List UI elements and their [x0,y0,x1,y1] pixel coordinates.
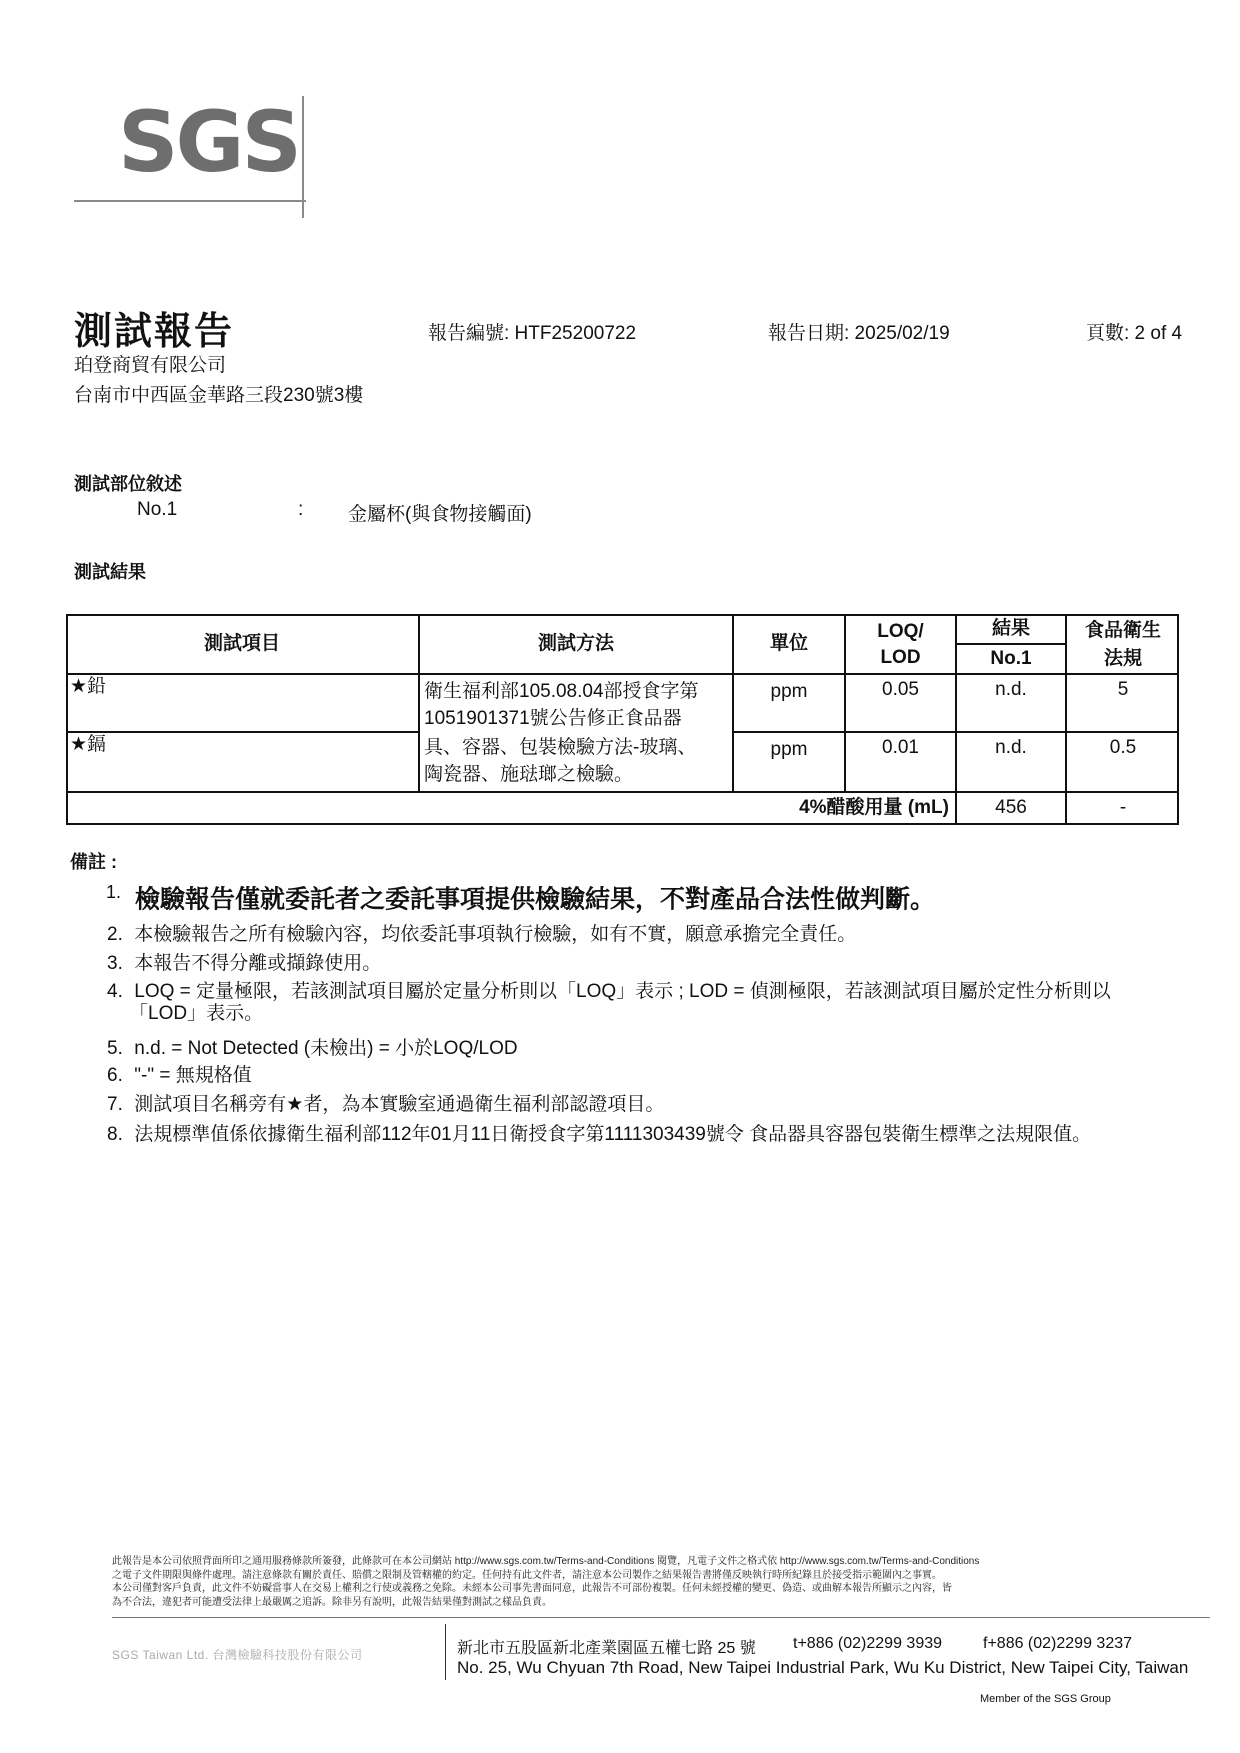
row-item-cadmium: ★鎘 [70,734,107,755]
member-of-sgs-group: Member of the SGS Group [980,1693,1111,1705]
note-item [107,1062,252,1090]
disclaimer-line: 本公司僅對客戶負責，此文件不妨礙當事人在交易上權利之行使或義務之免除。未經本公司事先書面同意，此報告不可部份複製。任何未經授權的變更、偽造、或曲解本報告所顯示之內容，皆 [112,1583,952,1594]
header-regulation: 食品衛生 [1084,620,1161,641]
note-number: 1. [106,882,122,902]
note-text: 測試項目名稱旁有★者，為本實驗室通過衛生福利部認證項目。 [134,1094,665,1115]
footer-divider [445,1624,446,1680]
note-text: 本檢驗報告之所有檢驗內容，均依委託事項執行檢驗，如有不實，願意承擔完全責任。 [134,924,857,945]
method-line: 1051901371號公告修正食品器 [424,708,682,729]
row-loq: 0.01 [882,737,919,758]
report-number: 報告編號: HTF25200722 [428,323,637,344]
row-limit: 0.5 [1109,737,1137,758]
method-line: 具、容器、包裝檢驗方法-玻璃、 [424,737,697,758]
sample-colon: : [298,499,304,520]
note-number: 4. [107,981,123,1002]
sgs-logo [118,93,314,218]
footer-company: SGS Taiwan Ltd. 台灣檢驗科技股份有限公司 [112,1648,363,1662]
note-number: 7. [107,1094,123,1115]
header-result: 結果 [991,618,1030,639]
sample-section-title: 測試部位敘述 [74,474,182,494]
row-limit: 5 [1117,679,1129,700]
note-text: 法規標準值係依據衛生福利部112年01月11日衛授食字第1111303439號令 食品器具容器包裝衛生標準之法規限值。 [134,1124,1092,1145]
header-result-no: No.1 [990,648,1032,669]
notes-title: 備註 : [70,852,117,872]
page-count: 頁數: 2 of 4 [1086,323,1183,344]
footer-disclaimer [112,1555,1122,1609]
client-company-name: 珀登商貿有限公司 [74,355,227,376]
result-header-rule [955,643,1065,645]
report-date: 報告日期: 2025/02/19 [768,323,950,344]
document-title: 測試報告 [74,311,235,353]
disclaimer-line: 為不合法，違犯者可能遭受法律上最嚴厲之追訴。除非另有說明，此報告結果僅對測試之樣品負責。 [112,1596,552,1608]
acetic-acid-label: 4%醋酸用量 (mL) [799,797,949,818]
row-unit: ppm [770,681,808,702]
note-text: LOQ = 定量極限，若該測試項目屬於定量分析則以「LOQ」表示 ; LOD = 偵測極限，若該測試項目屬於定性分析則以 [134,981,1111,1002]
note-item [107,950,381,978]
note-text: 本報告不得分離或擷錄使用。 [134,953,382,974]
results-section-title: 測試結果 [74,562,146,582]
note-number: 3. [107,953,123,974]
disclaimer-line: 此報告是本公司依照背面所印之通用服務條款所簽發，此條款可在本公司網站 http://www.sgs.com.tw/Terms-and-Conditions 閱覽，凡電子文件之格式依 http://www.sgs.com.tw/Terms-and-Conditions [112,1556,980,1567]
table-header-rule [66,673,1179,675]
footer-telephone: t+886 (02)2299 3939 [793,1635,943,1652]
note-number: 8. [107,1124,123,1145]
note-item [107,1121,1091,1149]
footer-rule [112,1617,1210,1618]
header-loq: LOQ/ [877,621,924,642]
row-unit: ppm [770,739,808,760]
disclaimer-line: 之電子文件期限與條件處理。請注意條款有關於責任、賠償之限制及管轄權的約定。任何持有此文件者，請注意本公司製作之結果報告書將僅反映執行時所紀錄且於接受指示範圍內之事實。 [112,1569,942,1581]
note-item [107,921,856,949]
header-unit: 單位 [769,633,808,654]
header-test-method: 測試方法 [537,633,614,654]
footer-address-chinese: 新北市五股區新北產業園區五權七路 25 號 [457,1640,756,1657]
note-number: 2. [107,924,123,945]
sgs-logo-text: SGS [118,93,299,191]
row-result: n.d. [995,679,1027,700]
row-item-lead: ★鉛 [70,676,107,697]
sample-number: No.1 [137,499,178,520]
note-number: 5. [107,1038,123,1059]
row-loq: 0.05 [882,679,919,700]
note-item [107,1091,664,1119]
results-table [66,614,1179,825]
row-rule-item [66,731,420,733]
method-line: 陶瓷器、施琺瑯之檢驗。 [424,764,634,785]
logo-horizontal-rule [74,200,306,202]
note-item [107,1035,518,1063]
header-lod: LOD [880,647,921,668]
note-text: n.d. = Not Detected (未檢出) = 小於LOQ/LOD [134,1038,518,1059]
note-text: 檢驗報告僅就委託者之委託事項提供檢驗結果，不對產品合法性做判斷。 [134,885,935,914]
sample-description: 金屬杯(與食物接觸面) [348,504,532,525]
note-number: 6. [107,1065,123,1086]
note-item-continuation: 「LOD」表示。 [129,1003,264,1024]
note-item [106,878,935,913]
acetic-acid-limit: - [1119,797,1127,818]
note-text: "-" = 無規格值 [134,1065,252,1086]
row-result: n.d. [995,737,1027,758]
acetic-acid-value: 456 [995,797,1027,818]
summary-row-rule [66,791,1179,793]
method-line: 衛生福利部105.08.04部授食字第 [424,681,699,702]
footer-fax: f+886 (02)2299 3237 [983,1635,1133,1652]
header-regulation-line2: 法規 [1103,648,1142,669]
client-company-address: 台南市中西區金華路三段230號3樓 [74,385,364,406]
footer-address-english: No. 25, Wu Chyuan 7th Road, New Taipei Industrial Park, Wu Ku District, New Taipei City, Taiwan [457,1658,1189,1677]
header-test-item: 測試項目 [203,633,280,654]
